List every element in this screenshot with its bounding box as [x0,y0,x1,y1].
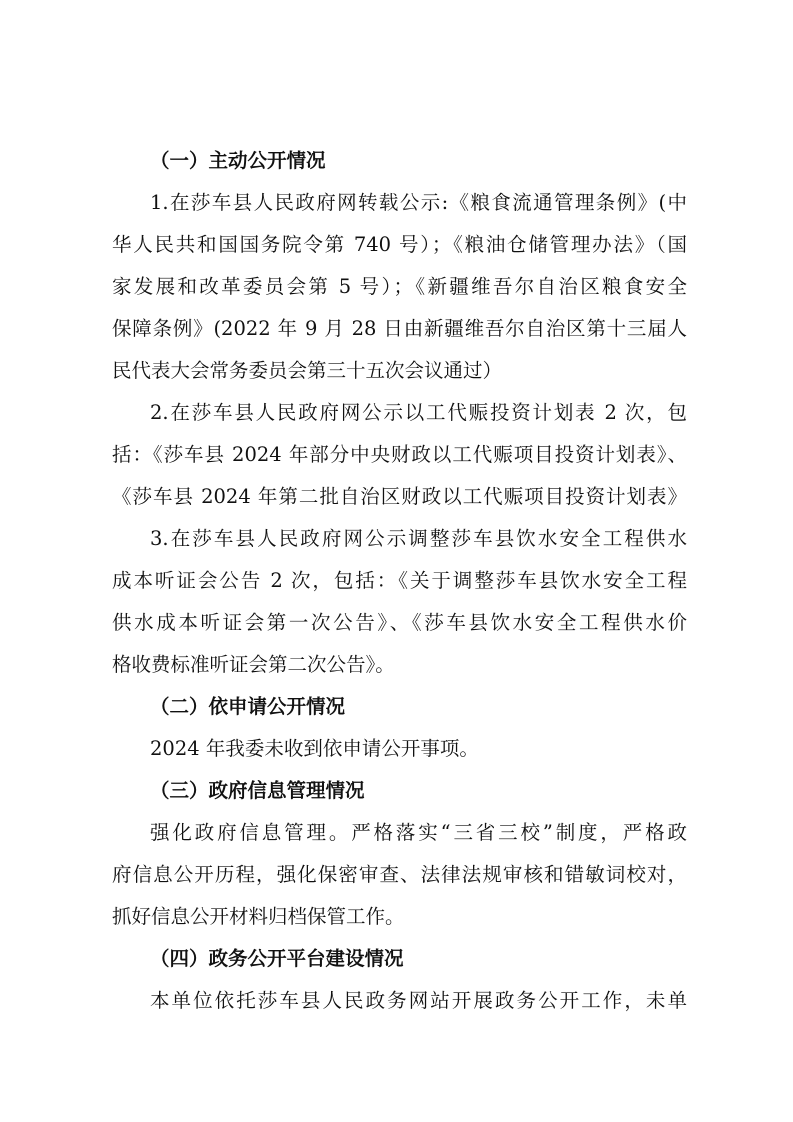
text-line: 格收费标准听证会第二次公告》。 [112,653,395,676]
section-heading: （二）依申请公开情况 [150,695,346,718]
text-line: 2024 年我委未收到依申请公开事项。 [150,737,479,760]
section-heading: （四）政务公开平台建设情况 [150,947,404,970]
text-line: 家发展和改革委员会第 5 号）；《新疆维吾尔自治区粮食安全 [112,275,687,298]
text-line: 华人民共和国国务院令第 740 号）；《粮油仓储管理办法》（国 [112,233,687,256]
text-line: 保障条例》(2022 年 9 月 28 日由新疆维吾尔自治区第十三届人 [112,317,687,340]
text-line: 《莎车县 2024 年第二批自治区财政以工代赈项目投资计划表》 [112,485,687,508]
section-heading: （一）主动公开情况 [150,149,326,172]
text-line: 供水成本听证会第一次公告》、《莎车县饮水安全工程供水价 [112,611,687,634]
text-line: 括：《莎车县 2024 年部分中央财政以工代赈项目投资计划表》、 [112,443,687,466]
text-line: 民代表大会常务委员会第三十五次会议通过） [112,359,503,382]
text-line: 强化政府信息管理。严格落实“三省三校”制度，严格政 [150,821,687,844]
text-line: 3.在莎车县人民政府网公示调整莎车县饮水安全工程供水 [150,527,687,550]
text-line: 2.在莎车县人民政府网公示以工代赈投资计划表 2 次，包 [150,401,687,424]
text-line: 成本听证会公告 2 次，包括：《关于调整莎车县饮水安全工程 [112,569,687,592]
text-line: 抓好信息公开材料归档保管工作。 [112,905,405,928]
text-line: 1.在莎车县人民政府网转载公示:《粮食流通管理条例》(中 [150,191,687,214]
text-line: 本单位依托莎车县人民政务网站开展政务公开工作，未单 [150,989,687,1012]
text-line: 府信息公开历程，强化保密审查、法律法规审核和错敏词校对， [112,863,687,886]
section-heading: （三）政府信息管理情况 [150,779,365,802]
